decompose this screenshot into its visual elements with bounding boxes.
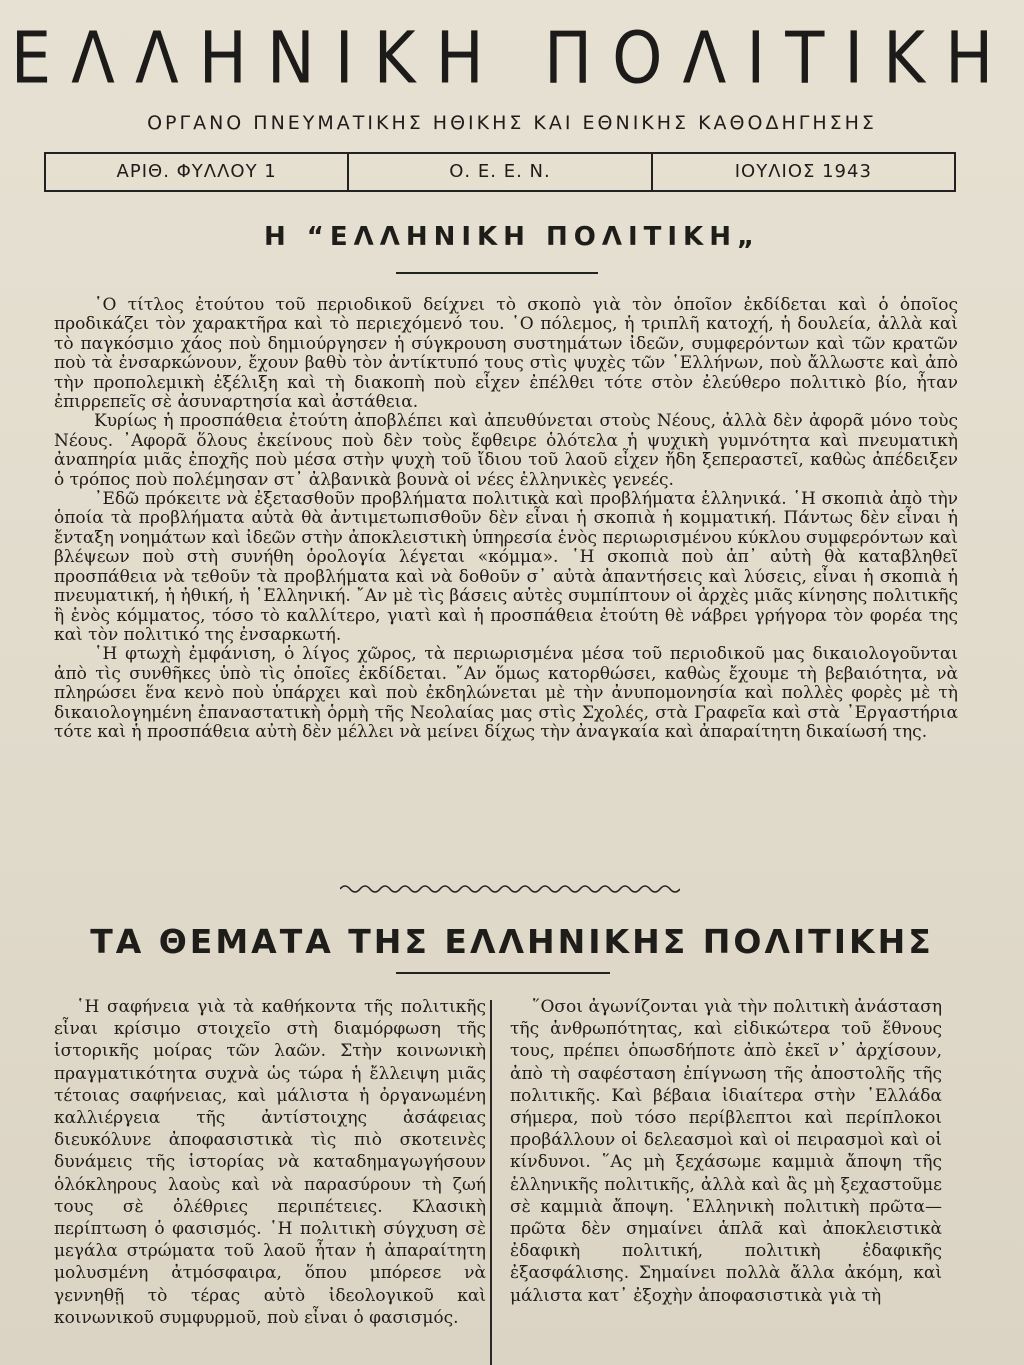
article1-body <box>54 296 958 742</box>
column-text: ῾Η σαφήνεια γιὰ τὰ καθήκοντα τῆς πολιτικῆς εἶναι κρίσιμο στοιχεῖο στὴ διαμόρφωση τῆς ἱστορικῆς μοίρας τῶν λαῶν. Στὴν κοινωνικὴ πραγματικότητα συχνὰ ὡς τώρα ἡ ἔλλειψη μιᾶς τέτοιας σαφήνειας, καὶ μάλιστα ἡ ὀργανωμένη καλλιέργεια τῆς ἀντίστοιχης ἀσάφειας διευκόλυνε ἀποφασιστικὰ τὶς πιὸ σκοτεινὲς δυνάμεις τῆς ἱστορίας νὰ καταδημαγωγήσουν ὁλόκληρους λαοὺς καὶ νὰ παρασύρουν τὴ ζωή τους σὲ ὀλέθριες περιπέτειες. Κλασικὴ περίπτωση ὁ φασισμός. ῾Η πολιτικὴ σύγχυση σὲ μεγάλα στρώματα τοῦ λαοῦ ἦταν ἡ ἀπαραίτητη μολυσμένη ἀτμόσφαιρα, ὅπου μπόρεσε νὰ γεννηθῇ τὸ τέρας αὐτὸ ἰδεολογικοῦ καὶ κοινωνικοῦ συμφυρμοῦ, ποὺ εἶναι ὁ φασισμός. <box>54 997 486 1328</box>
issue-date: ΙΟΥΛΙΟΣ 1943 <box>651 154 956 190</box>
article1-paragraph: ῾Η φτωχὴ ἐμφάνιση, ὁ λίγος χῶρος, τὰ περιωρισμένα μέσα τοῦ περιοδικοῦ μας δικαιολογοῦνται ἀπὸ τὶς συνθῆκες ὑπὸ τὶς ὁποῖες ἐκδίδεται. ῎Αν ὅμως κατορθώσει, καθὼς ἔχουμε τὴ βεβαιότητα, νὰ πληρώσει ἕνα κενὸ ποὺ ὑπάρχει καὶ ποὺ ἐκδηλώνεται μὲ τὴν ἀνυπομονησία καὶ πολλὲς φορὲς μὲ τὴ δικαιολογημένη ἐπαναστατικὴ ὁρμὴ τῆς Νεολαίας μας στὶς Σχολές, στὰ Γραφεῖα καὶ στὰ ᾿Εργαστήρια τότε καὶ ἡ προσπάθεια αὐτὴ δὲν μέλλει νὰ μείνει δίχως τὴν ἀναγκαία καὶ ἀπαραίτητη δικαίωσή της. <box>54 644 958 742</box>
issue-info-bar <box>44 152 956 192</box>
article2-right-column <box>510 996 942 1307</box>
heading-underline <box>396 972 610 974</box>
article1-paragraph: ᾿Εδῶ πρόκειτε νὰ ἐξετασθοῦν προβλήματα πολιτικὰ καὶ προβλήματα ἑλληνικά. ῾Η σκοπιὰ ἀπὸ τὴν ὁποία τὰ προβλήματα αὐτὰ θὰ ἀντιμετωπισθοῦν δὲν εἶναι ἡ σκοπιὰ ἡ κομματική. Πάντως δὲν εἶναι ἡ ἔνταξη νοημάτων καὶ ἰδεῶν στὴν ἀποκλειστικὴ ὑπηρεσία ἑνὸς περιωρισμένου κύκλου συμφερόντων καὶ βλέψεων ποὺ στὴ συνήθη ὁρολογία λέγεται «κόμμα». ῾Η σκοπιὰ ποὺ ἀπ᾿ αὐτὴ θὰ καταβληθεῖ προσπάθεια νὰ τεθοῦν τὰ προβλήματα καὶ νὰ δοθοῦν σ᾿ αὐτὰ ἀπαντήσεις καὶ λύσεις, εἶναι ἡ σκοπιὰ ἡ πνευματική, ἡ ἠθική, ἡ ῾Ελληνική. ῎Αν μὲ τὶς βάσεις αὐτὲς συμπίπτουν οἱ ἀρχὲς μιᾶς κίνησης πολιτικῆς ἢ ἑνὸς κόμματος, τόσο τὸ καλλίτερο, γιατὶ καὶ ἡ προσπάθεια ἐτούτη θὲ νάβρει γρήγορα τὸν φορέα της καὶ τὸν πολιτικό της ἐνσαρκωτή. <box>54 489 958 645</box>
article1-heading: Η “ΕΛΛΗΝΙΚΗ ΠΟΛΙΤΙΚΗ„ <box>263 222 761 252</box>
heading-underline <box>396 272 598 274</box>
article2-heading: ΤΑ ΘΕΜΑΤΑ ΤΗΣ ΕΛΛΗΝΙΚΗΣ ΠΟΛΙΤΙΚΗΣ <box>90 922 934 961</box>
article2-left-column <box>54 996 486 1329</box>
masthead-subtitle: ΟΡΓΑΝΟ ΠΝΕΥΜΑΤΙΚΗΣ ΗΘΙΚΗΣ ΚΑΙ ΕΘΝΙΚΗΣ ΚΑΘΟΔΗΓΗΣΗΣ <box>147 112 877 134</box>
column-text: ῞Οσοι ἀγωνίζονται γιὰ τὴν πολιτικὴ ἀνάσταση τῆς ἀνθρωπότητας, καὶ εἰδικώτερα τοῦ ἔθνους τους, πρέπει ὁπωσδήποτε ἀπὸ ἐκεῖ ν᾿ ἀρχίσουν, ἀπὸ τὴ σαφέσταση ἐπίγνωση τῆς ἀποστολῆς τῆς πολιτικῆς. Καὶ βέβαια ἰδιαίτερα στὴν ῾Ελλάδα σήμερα, ποὺ τόσο περίβλεπτοι καὶ περίπλοκοι προβάλλουν οἱ δελεασμοὶ καὶ οἱ πειρασμοὶ καὶ οἱ κίνδυνοι. ῞Ας μὴ ξεχάσωμε καμμιὰ ἄποψη τῆς ἑλληνικῆς πολιτικῆς, ἀλλὰ καὶ ἂς μὴ ξεχαστοῦμε σὲ καμμιὰ ἄποψη. ῾Ελληνικὴ πολιτικὴ πρῶτα—πρῶτα δὲν σημαίνει ἁπλᾶ καὶ ἀποκλειστικὰ ἐδαφικὴ πολιτική, πολιτικὴ ἐδαφικῆς ἐξασφάλισης. Σημαίνει πολλὰ ἄλλα ἀκόμη, καὶ μάλιστα κατ᾿ ἐξοχὴν ἀποφασιστικὰ γιὰ τὴ <box>510 997 942 1306</box>
article1-paragraph: Κυρίως ἡ προσπάθεια ἐτούτη ἀποβλέπει καὶ ἀπευθύνεται στοὺς Νέους, ἀλλὰ δὲν ἀφορᾶ μόνο τοὺς Νέους. ᾿Αφορᾶ ὅλους ἐκείνους ποὺ δὲν τοὺς ἔφθειρε ὁλότελα ἡ ψυχικὴ γυμνότητα καὶ πνευματικὴ ἀναπηρία μιᾶς ἐποχῆς ποὺ μέσα στὴν ψυχὴ τοῦ ἴδιου τοῦ λαοῦ εἶχεν ἤδη ξεπεραστεῖ, καθὼς ἀπέδειξεν ὁ τρόπος ποὺ πολέμησαν στ᾿ ἀλβανικὰ βουνὰ οἱ νέες ἑλληνικὲς γενεές. <box>54 411 958 490</box>
wavy-divider <box>340 882 680 896</box>
masthead-title: ΕΛΛΗΝΙΚΗ ΠΟΛΙΤΙΚΗ <box>10 17 1014 101</box>
issue-number: ΑΡΙΘ. ΦΥΛΛΟΥ 1 <box>44 154 347 190</box>
column-divider <box>490 1000 492 1365</box>
issue-organization: Ο. Ε. Ε. Ν. <box>347 154 650 190</box>
article1-paragraph: ῾Ο τίτλος ἐτούτου τοῦ περιοδικοῦ δείχνει τὸ σκοπὸ γιὰ τὸν ὁποῖον ἐκδίδεται καὶ ὁ ὁποῖος προδικάζει τὸν χαρακτῆρα καὶ τὸ περιεχόμενό του. ῾Ο πόλεμος, ἡ τριπλῆ κατοχή, ἡ δουλεία, ἀλλὰ καὶ τὸ παγκόσμιο χάος ποὺ δημιούργησεν ἡ σύγκρουση συστημάτων ἰδεῶν, συμφερόντων καὶ τῶν κρατῶν ποὺ τὰ ἐνσαρκώνουν, ἔχουν βαθὺ τὸν ἀντίκτυπό τους στὶς ψυχὲς τῶν ῾Ελλήνων, ποὺ ἄλλωστε καὶ ἀπὸ τὴν προπολεμικὴ ἐξέλιξη καὶ τὴ διακοπὴ ποὺ εἶχεν ἐπέλθει τότε στὸν ἐλεύθερο πολιτικὸ βίο, ἦταν ἐπιρρεπεῖς σὲ ἀσυναρτησία καὶ ἀστάθεια. <box>54 295 958 413</box>
